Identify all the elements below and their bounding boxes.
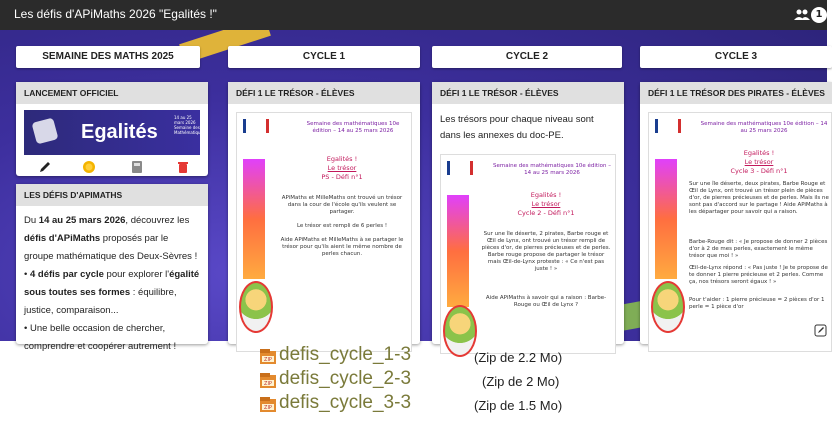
post-title: LANCEMENT OFFICIEL (16, 82, 208, 104)
post-title: DÉFI 1 LE TRÉSOR - ÉLÈVES (432, 82, 624, 104)
download-link[interactable]: defis_cycle_2-3 (279, 368, 412, 389)
board-title: Les défis d'APiMaths 2026 "Egalités !" (14, 7, 217, 21)
banner-title: Egalités (81, 121, 158, 143)
republique-logo (243, 119, 269, 133)
doc-text: Aide APiMaths et MilleMaths à se partager le trésor pour qu'ils aient le même nombre de perles chacun. (280, 237, 404, 257)
zip-file-icon (260, 349, 276, 364)
doc-title: Egalités ! (743, 149, 775, 157)
dice-icon (32, 118, 59, 145)
top-bar (0, 0, 827, 30)
users-icon[interactable] (794, 9, 810, 21)
post-body (24, 212, 200, 356)
document-preview[interactable] (236, 112, 412, 352)
file-size: (Zip de 2 Mo) (482, 374, 560, 389)
post-cycle3-defi1[interactable] (640, 82, 832, 344)
post-defis[interactable] (16, 184, 208, 352)
banner-date: 14 au 25 mars 2026 Semaine des Mathématiques (174, 115, 206, 135)
user-count-badge: 1 (811, 7, 827, 23)
mascot-image (443, 305, 477, 357)
republique-logo (447, 161, 473, 175)
doc-header: Semaine des mathématiques 10e édition – 14 au 25 mars 2026 (493, 163, 611, 176)
download-link[interactable]: defis_cycle_3-3 (279, 392, 412, 413)
doc-level: PS - Défi n°1 (321, 173, 363, 181)
doc-text: Œil-de-Lynx répond : « Pas juste ! Je te propose de te donner 1 pierre précieuse et 2 perles. Comme ça, nos trésors seront égaux ! » (689, 265, 828, 285)
post-body: Les trésors pour chaque niveau sont dans les annexes du doc-PE. (440, 114, 594, 141)
shapes-strip (243, 159, 265, 279)
doc-subtitle: Le trésor (327, 164, 357, 172)
doc-level: Cycle 2 - Défi n°1 (517, 209, 575, 217)
doc-subtitle: Le trésor (744, 158, 774, 166)
edit-icon[interactable] (38, 160, 52, 174)
doc-text: Barbe-Rouge dit : « Je propose de donner 2 pièces d'or à 2 de mes perles, exactement le même trésor que moi ! » (689, 239, 828, 259)
column-header-cycle3[interactable]: CYCLE 3 (640, 46, 832, 68)
document-preview[interactable] (648, 112, 832, 352)
post-cycle2-defi1[interactable] (432, 82, 624, 344)
column-header-cycle2[interactable]: CYCLE 2 (432, 46, 622, 68)
column-header-cycle1[interactable]: CYCLE 1 (228, 46, 420, 68)
doc-text: Aide APiMaths à savoir qui a raison : Barbe-Rouge ou Œil de Lynx ? (485, 295, 607, 308)
bullet: • 4 défis par cycle pour explorer l'égalité sous toutes ses formes : équilibre, justice, comparaison... (24, 269, 200, 316)
doc-header: Semaine des mathématiques 10e édition – 14 au 25 mars 2026 (306, 121, 400, 134)
trash-icon[interactable] (176, 160, 190, 174)
paragraph: Du 14 au 25 mars 2026, découvrez les défis d'APiMaths proposés par le groupe mathématique des Deux-Sèvres ! (24, 215, 198, 262)
launch-banner-image (24, 110, 206, 155)
post-title: DÉFI 1 LE TRÉSOR DES PIRATES - ÉLÈVES (640, 82, 832, 104)
mascot-image (651, 281, 685, 333)
doc-subtitle: Le trésor (531, 200, 561, 208)
file-size: (Zip de 1.5 Mo) (474, 398, 563, 413)
svg-text:ZIP: ZIP (264, 357, 272, 363)
column-header-semaine[interactable]: SEMAINE DES MATHS 2025 (16, 46, 200, 68)
post-title: LES DÉFIS D'APIMATHS (16, 184, 208, 206)
zip-file-icon (260, 373, 276, 388)
zip-file-icon (260, 397, 276, 412)
doc-text: Pour t'aider : 1 pierre précieuse = 2 pièces d'or 1 perle = 1 pièce d'or (689, 297, 825, 310)
external-edit-icon[interactable] (814, 324, 827, 337)
post-cycle1-defi1[interactable] (228, 82, 420, 344)
post-title: DÉFI 1 LE TRÉSOR - ÉLÈVES (228, 82, 420, 104)
svg-text:ZIP: ZIP (264, 405, 272, 411)
doc-text: Le trésor est rempli de 6 perles ! (296, 223, 388, 229)
download-link[interactable]: defis_cycle_1-3 (279, 344, 412, 365)
file-size: (Zip de 2.2 Mo) (474, 350, 563, 365)
shapes-strip (447, 195, 469, 307)
shapes-strip (655, 159, 677, 279)
mascot-image (239, 281, 273, 333)
doc-level: Cycle 3 - Défi n°1 (730, 167, 788, 175)
doc-title: Egalités ! (530, 191, 562, 199)
bullet: • Une belle occasion de chercher, comprendre et coopérer autrement ! (24, 323, 177, 352)
post-launch[interactable] (16, 82, 208, 176)
doc-text: Sur une île déserte, deux pirates, Barbe Rouge et Œil de Lynx, ont trouvé un trésor plein de pièces d'or, de pierres précieuses et de perles. Mais ils ne sont pas d'accord sur le partage ! Aide APiMaths à les départager pour savoir qui a raison. (689, 181, 829, 215)
svg-text:ZIP: ZIP (264, 381, 272, 387)
coin-icon[interactable] (82, 160, 96, 174)
republique-logo (655, 119, 681, 133)
calculator-icon[interactable] (130, 160, 144, 174)
document-preview[interactable] (440, 154, 616, 354)
doc-header: Semaine des mathématiques 10e édition – 14 au 25 mars 2026 (700, 121, 828, 134)
doc-text: APiMaths et MilleMaths ont trouvé un trésor dans la cour de l'école qu'ils veulent se partager. (281, 195, 403, 215)
doc-text: Sur une île déserte, 2 pirates, Barbe rouge et Œil de Lynx, ont trouvé un trésor rempli de pièces d'or, de pierres précieuses et de perles. Barbe rouge propose de partager le trésor mais Œil-de-Lynx proteste : « Ce n'est pas juste ! » (481, 231, 611, 272)
doc-title: Egalités ! (326, 155, 358, 163)
